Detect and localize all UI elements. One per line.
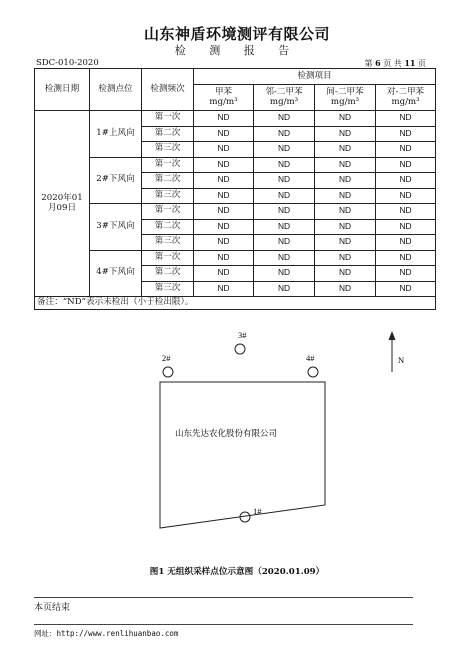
report-title: 检 测 报 告 [174,44,300,57]
value-cell: ND [254,188,315,204]
page-pre: 第 [364,59,373,68]
value-cell: ND [376,250,436,266]
value-cell: ND [315,250,376,266]
freq-cell: 第三次 [142,281,194,297]
value-cell: ND [194,266,254,282]
value-cell: ND [376,111,436,127]
freq-cell: 第二次 [142,266,194,282]
date-cell: 2020年01月09日 [35,111,90,297]
item-name: 对-二甲苯 [386,86,425,97]
value-cell: ND [315,188,376,204]
col-header-point: 检测点位 [90,69,142,111]
value-cell: ND [194,142,254,158]
north-label: N [398,355,405,365]
item-unit: mg/m³ [330,96,360,107]
value-cell: ND [315,111,376,127]
value-cell: ND [194,157,254,173]
freq-cell: 第三次 [142,188,194,204]
value-cell: ND [254,250,315,266]
value-cell: ND [315,266,376,282]
value-cell: ND [254,235,315,251]
value-cell: ND [254,266,315,282]
freq-cell: 第二次 [142,126,194,142]
divider-bottom [34,624,413,625]
value-cell: ND [376,142,436,158]
value-cell: ND [376,204,436,220]
value-cell: ND [254,126,315,142]
item-name: 甲苯 [214,86,233,97]
point-cell: 4#下风向 [90,250,142,297]
freq-cell: 第一次 [142,111,194,127]
value-cell: ND [376,266,436,282]
divider-top [34,597,413,598]
page-mid: 页 共 [383,59,402,68]
page-total: 11 [404,58,416,68]
value-cell: ND [194,173,254,189]
point-label-3: 3# [238,330,247,340]
value-cell: ND [254,204,315,220]
plant-boundary [160,382,325,528]
freq-cell: 第一次 [142,157,194,173]
item-name: 邻-二甲苯 [265,86,303,97]
value-cell: ND [194,281,254,297]
value-cell: ND [194,235,254,251]
page-post: 页 [418,59,426,68]
value-cell: ND [376,281,436,297]
document-number: SDC-010-2020 [36,58,99,68]
value-cell: ND [194,219,254,235]
value-cell: ND [254,173,315,189]
item-unit: mg/m³ [391,96,420,107]
col-header-freq: 检测频次 [142,69,194,111]
value-cell: ND [376,235,436,251]
north-arrow-icon [389,331,396,372]
freq-cell: 第二次 [142,173,194,189]
point-marker-3 [235,344,245,354]
value-cell: ND [254,219,315,235]
value-cell: ND [315,142,376,158]
value-cell: ND [194,111,254,127]
freq-cell: 第三次 [142,142,194,158]
table-note: 备注：“ND”表示未检出（小于检出限）。 [35,297,436,310]
page-number: 6 [375,58,381,68]
point-cell: 3#下风向 [90,204,142,251]
value-cell: ND [315,157,376,173]
point-label-2: 2# [162,353,171,363]
value-cell: ND [376,126,436,142]
point-cell: 2#下风向 [90,157,142,204]
freq-cell: 第一次 [142,204,194,220]
value-cell: ND [315,281,376,297]
item-unit: mg/m³ [209,96,238,107]
value-cell: ND [315,204,376,220]
value-cell: ND [315,173,376,189]
freq-cell: 第三次 [142,235,194,251]
value-cell: ND [376,188,436,204]
col-header-items: 检测项目 [194,69,436,85]
point-cell: 1#上风向 [90,111,142,158]
value-cell: ND [376,173,436,189]
value-cell: ND [194,188,254,204]
col-header-date: 检测日期 [35,69,90,111]
point-marker-4 [308,367,318,377]
value-cell: ND [254,281,315,297]
value-cell: ND [254,157,315,173]
company-name: 山东神盾环境测评有限公司 [143,25,330,43]
company-site-label: 山东先达农化股份有限公司 [175,429,278,439]
item-name: 间-二甲苯 [326,86,364,97]
point-marker-2 [163,367,173,377]
value-cell: ND [194,250,254,266]
value-cell: ND [315,235,376,251]
website-footer: 网址：http://www.renlihuanbao.com [34,629,179,638]
point-label-4: 4# [306,353,315,363]
value-cell: ND [315,219,376,235]
value-cell: ND [194,126,254,142]
value-cell: ND [315,126,376,142]
value-cell: ND [376,219,436,235]
value-cell: ND [254,142,315,158]
value-cell: ND [194,204,254,220]
value-cell: ND [254,111,315,127]
item-unit: mg/m³ [269,96,299,107]
point-label-1: 1# [253,506,262,516]
value-cell: ND [376,157,436,173]
freq-cell: 第二次 [142,219,194,235]
freq-cell: 第一次 [142,250,194,266]
end-of-page-text: 本页结束 [34,603,71,613]
figure-caption: 图1 无组织采样点位示意图（2020.01.09） [149,567,325,577]
